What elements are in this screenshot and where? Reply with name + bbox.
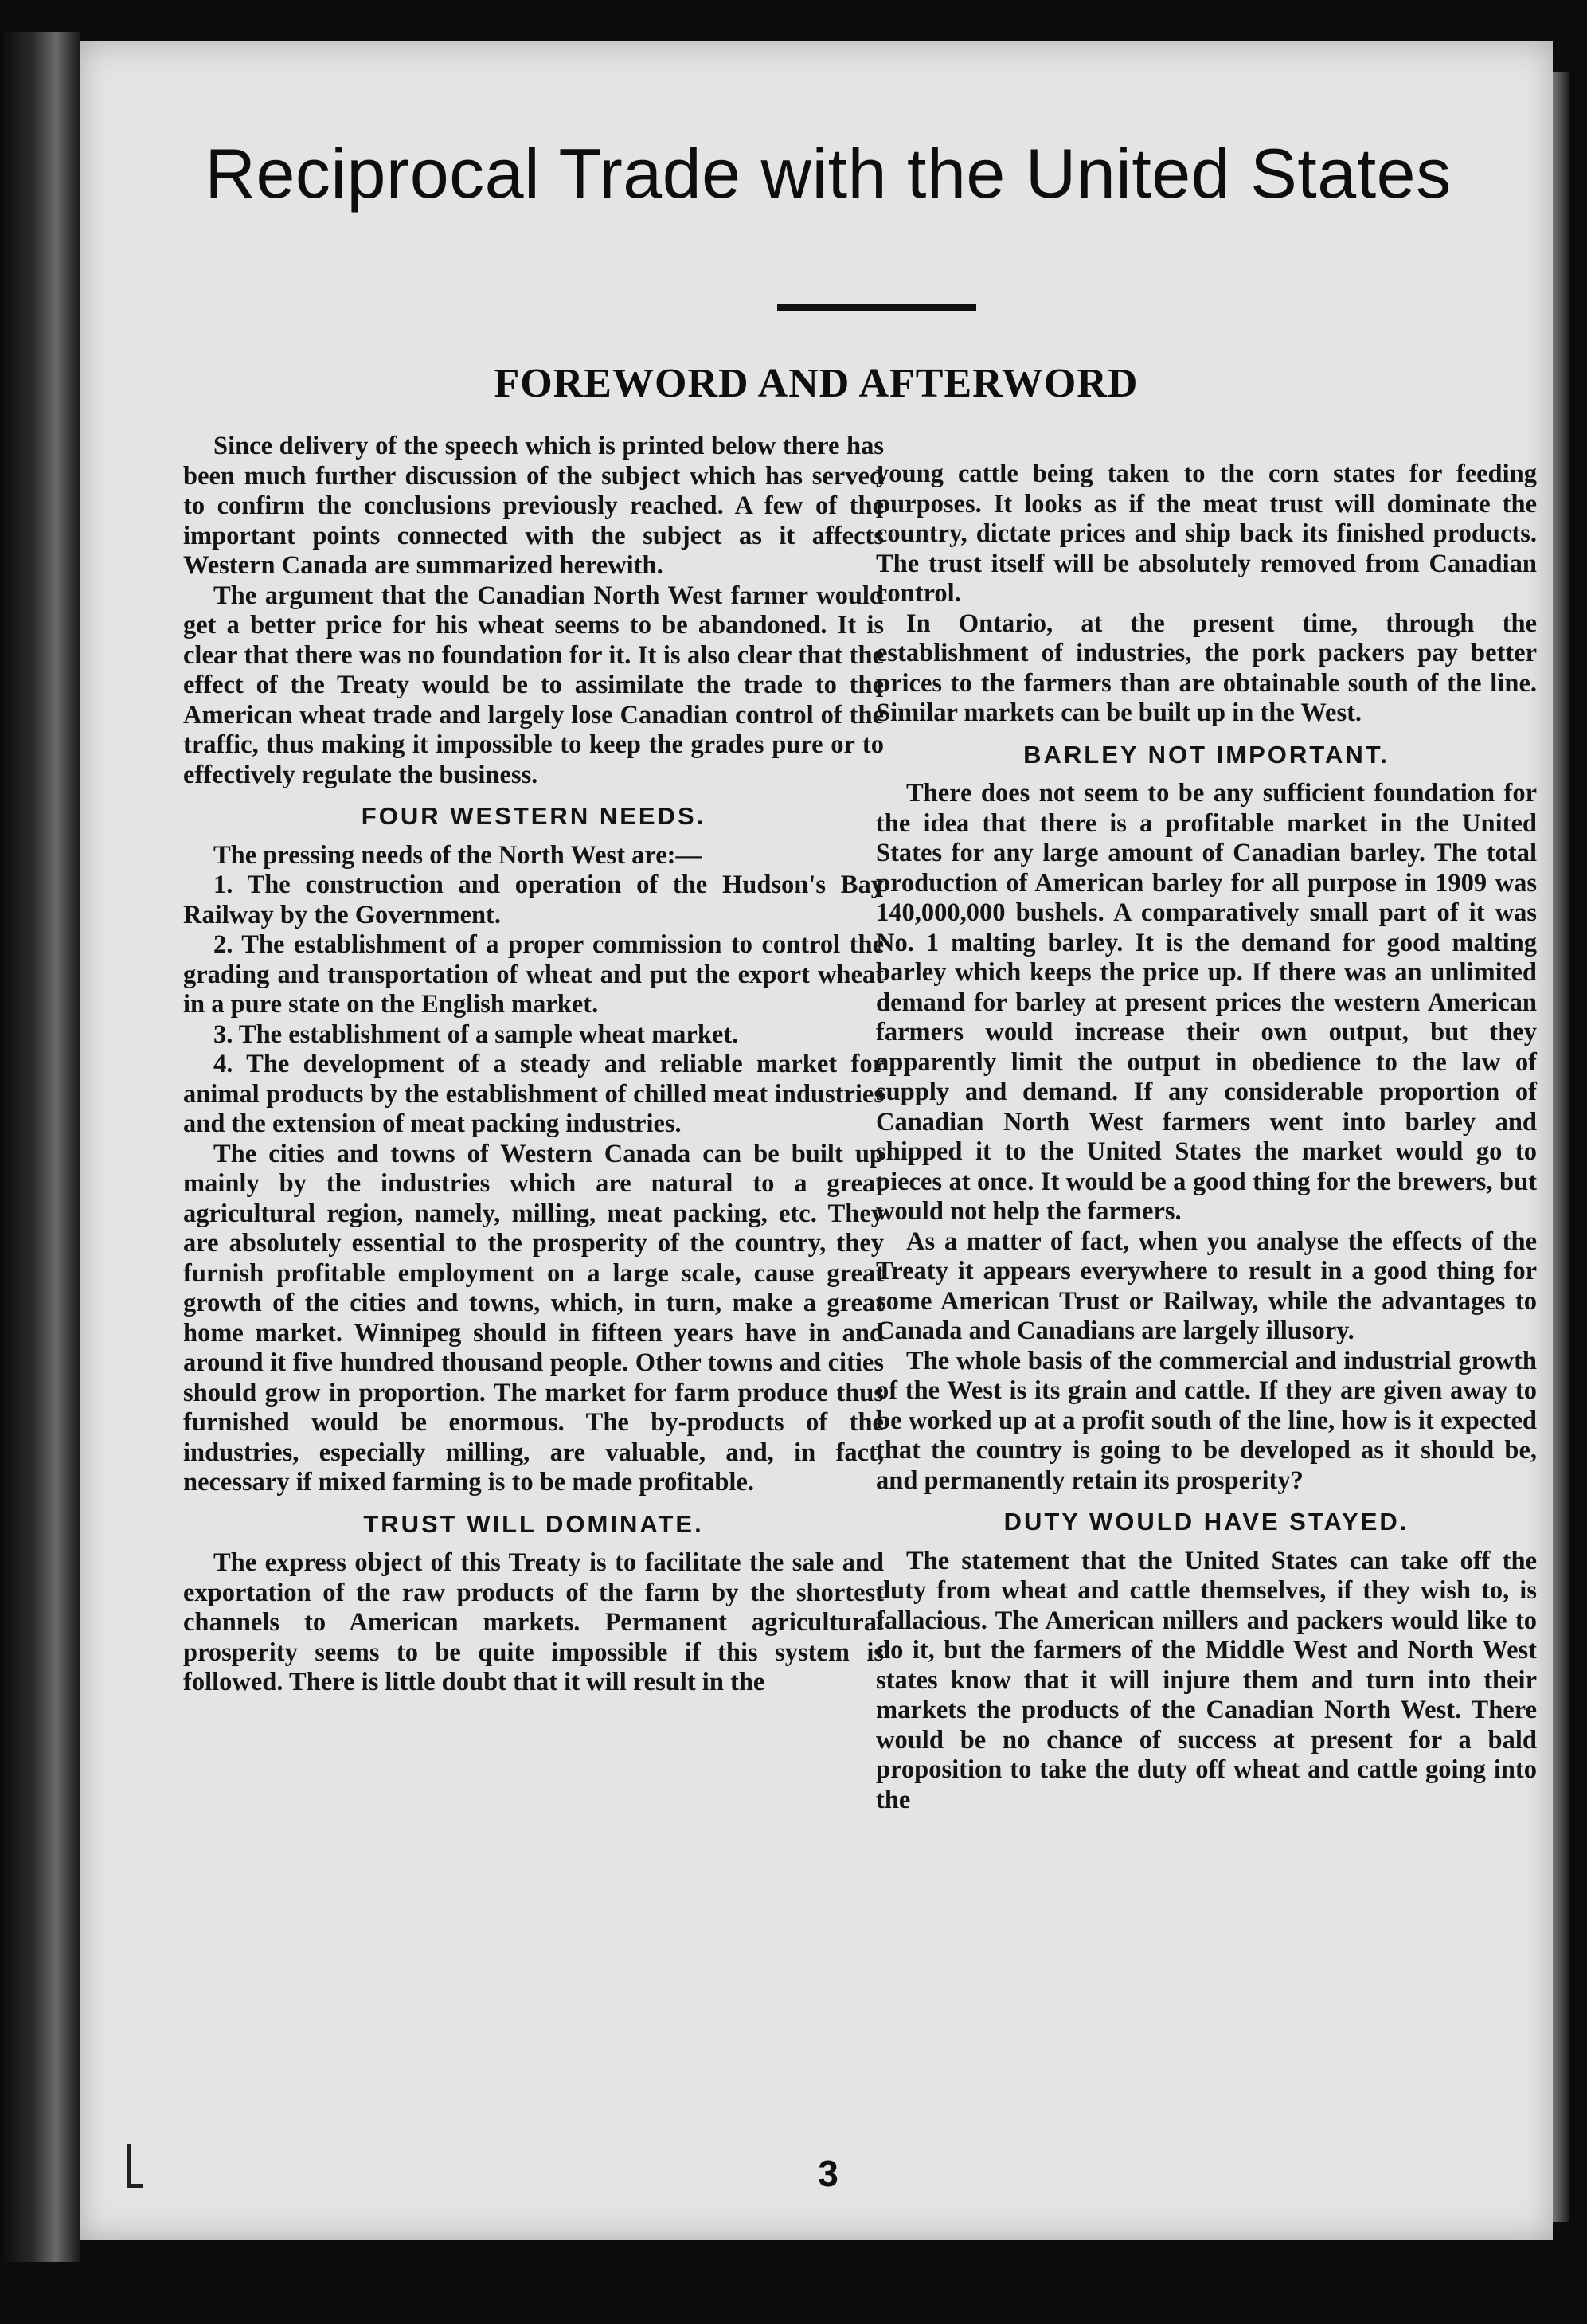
paragraph: The cities and towns of Western Canada can be built up mainly by the industries which are natural to a great agricultural region, namely, milling, meat packing, etc. They are absolutely essential to the prosperity of the country, they furnish profitable employment on a large scale, cause great growth of the cities and towns, which, in turn, make a great home market. Winnipeg should in fifteen years have in and around it five hundred thousand people. Other towns and cities should grow in proportion. The market for farm produce thus furnished would be enormous. The by-products of the industries, especially milling, are valuable, and, in fact, necessary if mixed farming is to be made profitable. — [183, 1139, 884, 1497]
subheading-trust-will-dominate: TRUST WILL DOMINATE. — [363, 1509, 704, 1538]
paragraph: There does not seem to be any sufficient foundation for the idea that there is a profitable market in the United States for any large amount of Canadian barley. The total production of American barley for all purpose in 1909 was 140,000,000 bushels. A comparatively small part of it was No. 1 malting barley. It is the demand for good malting barley which keeps the price up. If there was an unlimited demand for barley at present prices the western American farmers would increase their own output, but they apparently limit the output in obedience to the law of supply and demand. If any considerable proportion of Canadian North West farmers went into barley and shipped it to the United States the market would go to pieces at once. It would be a good thing for the brewers, but would not help the farmers. — [876, 779, 1537, 1226]
corner-mark — [127, 2144, 143, 2188]
section-title: FOREWORD AND AFTERWORD — [494, 361, 1139, 406]
document-page — [80, 41, 1553, 2240]
subheading-duty-would-have-stayed: DUTY WOULD HAVE STAYED. — [1003, 1508, 1409, 1536]
paragraph: Since delivery of the speech which is printed below there has been much further discussion of the subject which has served to confirm the conclusions previously reached. A few of the important points connected with the subject as it affects Western Canada are summarized herewith. — [183, 432, 884, 580]
list-item: 1. The construction and operation of the Hudson's Bay Railway by the Government. — [183, 871, 884, 929]
list-item: 4. The development of a steady and reliable market for animal products by the establishment of chilled meat industries and the extension of meat packing industries. — [183, 1050, 884, 1138]
list-item: 3. The establishment of a sample wheat market. — [213, 1019, 739, 1049]
subheading-four-western-needs: FOUR WESTERN NEEDS. — [361, 802, 706, 830]
paragraph: In Ontario, at the present time, through the establishment of industries, the pork packers pay better prices to the farmers than are obtainable south of the line. Similar markets can be built up in the West. — [876, 608, 1537, 727]
paragraph: The argument that the Canadian North West farmer would get a better price for his wheat seems to be abandoned. It is clear that there was no foundation for it. It is also clear that the effect of the Treaty would be to assimilate the trade to the American wheat trade and largely lose Canadian control of the traffic, thus making it impossible to keep the grades pure or to effectively regulate the business. — [183, 581, 884, 789]
paragraph: The pressing needs of the North West are:— — [213, 840, 702, 870]
subheading-barley-not-important: BARLEY NOT IMPORTANT. — [1023, 740, 1390, 769]
paragraph: The whole basis of the commercial and industrial growth of the West is its grain and cattle. If they are given away to be worked up at a profit south of the line, how is it expected that the country is going to be developed as it should be, and permanently retain its prosperity? — [876, 1346, 1537, 1495]
page-number: 3 — [818, 2153, 838, 2194]
paragraph: The statement that the United States can take off the duty from wheat and cattle themselves, if they wish to, is fallacious. The American millers and packers would like to do it, but the farmers of the Middle West and North West states know that it will injure them and turn into their markets the products of the Canadian North West. There would be no chance of success at present for a bald proposition to take the duty off wheat and cattle going into the — [876, 1546, 1537, 1814]
right-column — [876, 460, 1537, 1815]
left-column — [183, 432, 884, 1698]
page-edge — [1553, 72, 1569, 2222]
paragraph: As a matter of fact, when you analyse the effects of the Treaty it appears everywhere to result in a good thing for some American Trust or Railway, while the advantages to Canada and Canadians are largely illusory. — [876, 1227, 1537, 1345]
list-item: 2. The establishment of a proper commission to control the grading and transportation of wheat and put the export wheat in a pure state on the English market. — [183, 930, 884, 1019]
paragraph: The express object of this Treaty is to facilitate the sale and exportation of the raw products of the farm by the shortest channels to American markets. Permanent agricultural prosperity seems to be quite impossible if this system is followed. There is little doubt that it will result in the — [183, 1548, 884, 1696]
page-title: Reciprocal Trade with the United States — [205, 134, 1452, 213]
book-binding — [0, 32, 80, 2262]
title-divider — [777, 304, 976, 311]
paragraph: young cattle being taken to the corn states for feeding purposes. It looks as if the meat trust will dominate the country, dictate prices and ship back its finished products. The trust itself will be absolutely removed from Canadian control. — [876, 460, 1537, 608]
